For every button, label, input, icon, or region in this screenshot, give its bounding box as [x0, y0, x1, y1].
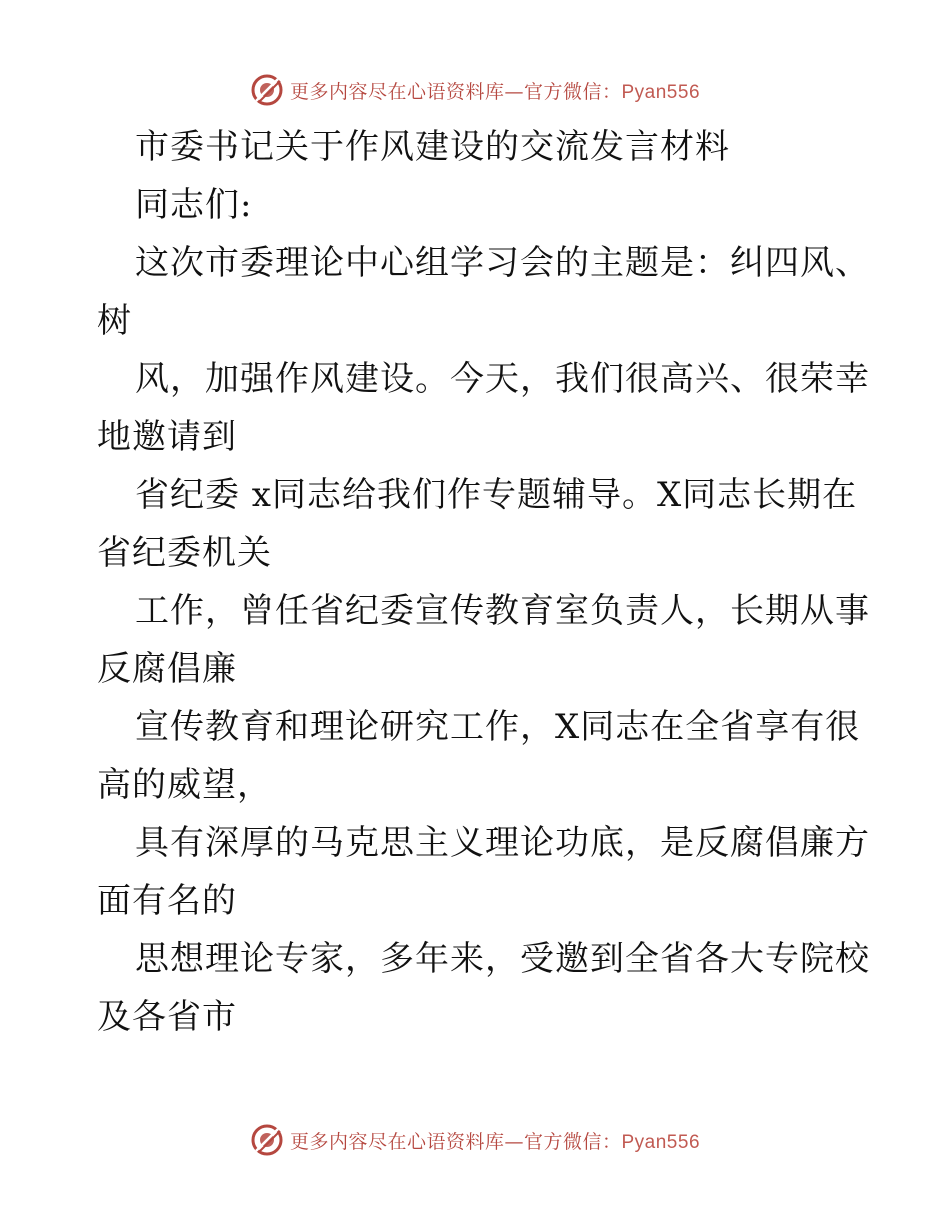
brand-logo-icon	[250, 1123, 284, 1157]
body-line: 反腐倡廉	[97, 649, 237, 689]
body-line: 面有名的	[97, 881, 237, 921]
body-line: 工作，曾任省纪委宣传教育室负责人，长期从事	[135, 591, 870, 631]
body-line: 省纪委机关	[97, 533, 272, 573]
header-banner-text: 更多内容尽在心语资料库—官方微信：Pyan556	[289, 80, 701, 103]
body-line: 这次市委理论中心组学习会的主题是：纠四风、	[135, 243, 870, 283]
body-line: 树	[97, 301, 132, 341]
document-body	[97, 118, 870, 1046]
body-line: 具有深厚的马克思主义理论功底，是反腐倡廉方	[135, 823, 870, 863]
document-title: 市委书记关于作风建设的交流发言材料	[135, 127, 730, 167]
body-line: 风，加强作风建设。今天，我们很高兴、很荣幸	[135, 359, 870, 399]
body-line: 高的威望，	[97, 765, 272, 805]
salutation-line: 同志们:	[135, 185, 253, 225]
footer-banner-text: 更多内容尽在心语资料库—官方微信：Pyan556	[289, 1130, 701, 1153]
body-line: 省纪委 x同志给我们作专题辅导。X同志长期在	[135, 475, 858, 515]
header-watermark-banner	[0, 70, 950, 110]
footer-watermark-banner	[0, 1120, 950, 1160]
body-line: 思想理论专家，多年来，受邀到全省各大专院校	[135, 939, 870, 979]
body-line: 及各省市	[97, 997, 237, 1037]
body-line: 宣传教育和理论研究工作，X同志在全省享有很	[135, 707, 861, 747]
brand-logo-icon	[250, 73, 284, 107]
body-line: 地邀请到	[97, 417, 237, 457]
